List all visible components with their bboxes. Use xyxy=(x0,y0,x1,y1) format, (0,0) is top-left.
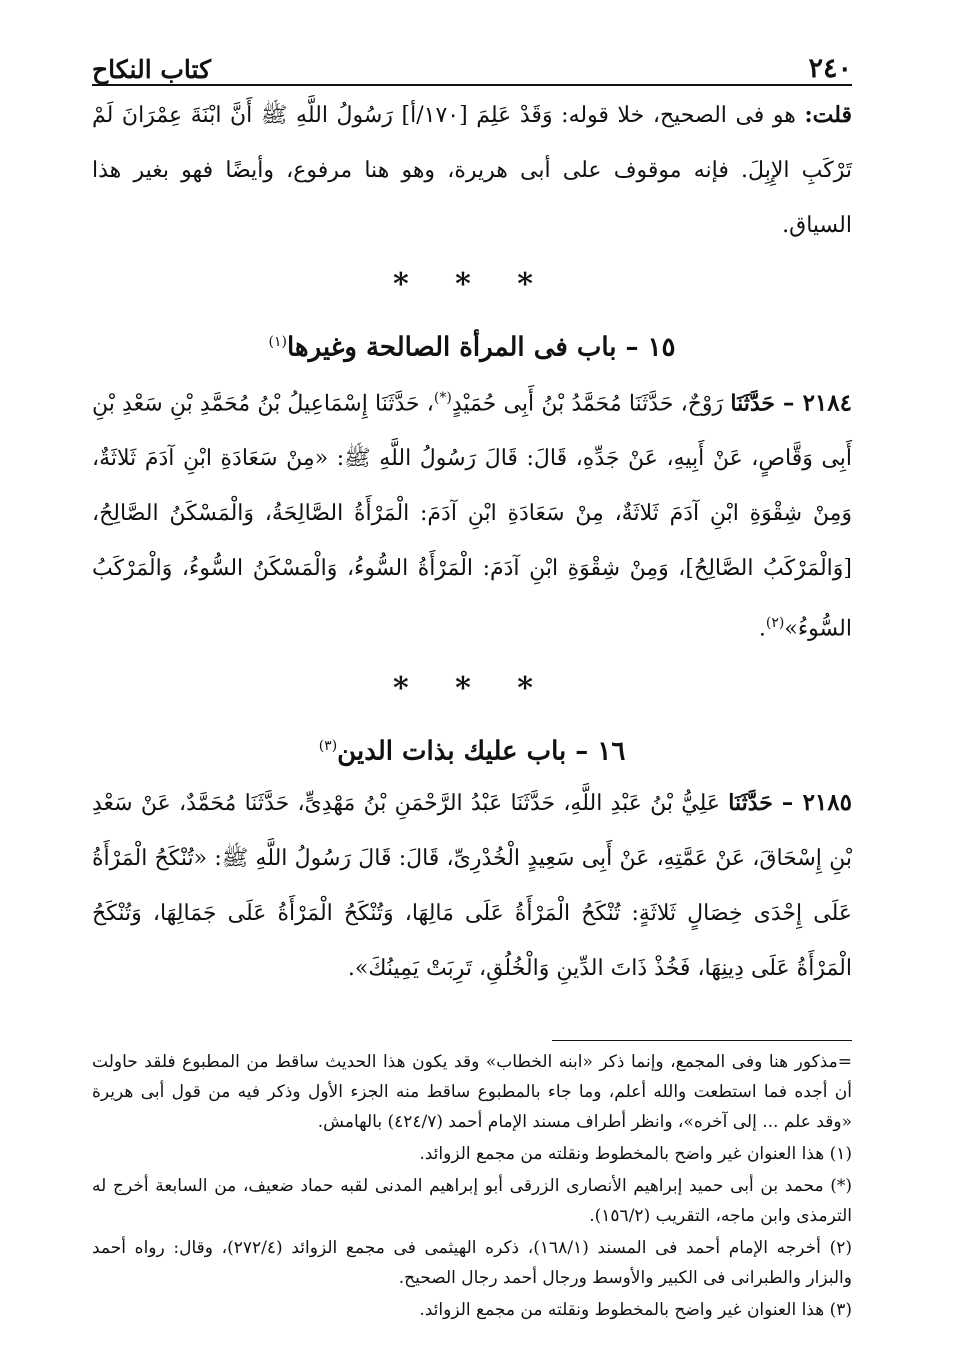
hadith-2185 xyxy=(92,775,852,996)
intro-text: هو فى الصحيح، خلا قوله: وَقَدْ عَلِمَ [١٧٠/أ] رَسُولُ اللَّهِ ﷺ أَنَّ ابْنَةَ عِمْرَانَ لَمْ تَرْكَبِ الإِبِلَ. فإنه موقوف على أبى هريرة، وهو هنا مرفوع، وأيضًا فهو بغير هذا السياق. xyxy=(92,103,852,238)
chapter-title: ١٦ – باب عليك بذات الدين xyxy=(337,736,626,767)
footnote-1: (١) هذا العنوان غير واضح بالمخطوط ونقلته من مجمع الزوائد. xyxy=(419,1143,852,1164)
section-separator: * * * xyxy=(393,670,551,706)
book-title: كتاب النكاح xyxy=(92,55,211,84)
hadith-lead: حَدَّثَنَا xyxy=(728,789,782,816)
footnote-ref: (*) xyxy=(433,390,452,406)
intro-lead: قلت: xyxy=(804,102,852,128)
hadith-text: عَلِيُّ بْنُ عَبْدِ اللَّهِ، حَدَّثَنَا عَبْدُ الرَّحْمَنِ بْنُ مَهْدِىٍّ، حَدَّثَنَا مُحَمَّدٌ، عَنْ سَعْدِ بْنِ إِسْحَاقَ، عَنْ عَمَّتِهِ، عَنْ أَبِى سَعِيدٍ الْخُدْرِىِّ، قَالَ: قَالَ رَسُولُ اللَّهِ ﷺ: «تُنْكَحُ الْمَرْأَةُ عَلَى إِحْدَى خِصَالٍ ثَلاثَةٍ: تُنْكَحُ الْمَرْأَةُ عَلَى مَالِهَا، وَتُنْكَحُ الْمَرْأَةُ عَلَى جَمَالِهَا، وَتُنْكَحُ الْمَرْأَةُ عَلَى دِينِهَا، فَخُذْ ذَاتَ الدِّينِ وَالْخُلُقِ، تَرِبَتْ يَمِينُكَ». xyxy=(92,790,852,981)
hadith-text: ، حَدَّثَنَا إِسْمَاعِيلُ بْنُ مُحَمَّدِ بْنِ سَعْدِ بْنِ أَبِى وَقَّاصٍ، عَنْ أَبِيهِ، عَنْ جَدِّهِ، قَالَ: قَالَ رَسُولُ اللَّهِ ﷺ: «مِنْ سَعَادَةِ ابْنِ آدَمَ ثَلاثَةٌ، وَمِنْ شِقْوَةِ ابْنِ آدَمَ ثَلاثَةٌ، مِنْ سَعَادَةِ ابْنِ آدَمَ: الْمَرْأَةُ الصَّالِحَةُ، وَالْمَسْكَنُ الصَّالِحُ، [وَالْمَرْكَبُ الصَّالِحُ]، وَمِنْ شِقْوَةِ ابْنِ آدَمَ: الْمَرْأَةُ السُّوءُ، وَالْمَسْكَنُ السُّوءُ، وَالْمَرْكَبُ السُّوءُ» xyxy=(92,391,852,642)
hadith-number: ٢١٨٥ – xyxy=(781,788,852,816)
footnote-divider xyxy=(552,1040,852,1041)
section-separator: * * * xyxy=(393,267,551,302)
hadith-text: رَوْحٌ، حَدَّثَنَا مُحَمَّدُ بْنُ أَبِى حُمَيْدٍ xyxy=(451,391,731,417)
footnote-ref: (١) xyxy=(268,334,287,350)
book-page xyxy=(92,40,852,1327)
footnote-star: (*) محمد بن أبى حميد إبراهيم الأنصارى الزرقى أبو إبراهيم المدنى لقبه حماد ضعيف، من السابعة أخرج له الترمذى وابن ماجه، التقريب (١٥٦/٢). xyxy=(92,1175,852,1226)
running-head xyxy=(92,40,852,86)
page-number: ٢٤٠ xyxy=(808,53,852,84)
chapter-heading-16 xyxy=(92,717,852,775)
footnote-ref: (٣) xyxy=(318,737,338,754)
hadith-2184 xyxy=(92,371,852,657)
footnote-2: (٢) أخرجه الإمام أحمد فى المسند (١٦٨/١)، ذكره الهيثمى فى مجمع الزوائد (٢٧٢/٤)، وقال: رواه أحمد والبزار والطبرانى فى الكبير والأوسط ورجال أحمد رجال الصحيح. xyxy=(92,1237,852,1288)
intro-paragraph xyxy=(92,88,852,253)
hadith-end: . xyxy=(758,616,766,642)
footnote-3: (٣) هذا العنوان غير واضح بالمخطوط ونقلته من مجمع الزوائد. xyxy=(419,1299,852,1320)
footnote-continuation: =مذكور هنا وفى المجمع، وإنما ذكر «ابنه الخطاب» وقد يكون هذا الحديث ساقط من المطبوع فلقد حاولت أن أجده فما استطعت والله أعلم، وما جاء بالمطبوع ساقط منه الجزء الأول وذكر فيه من قول أبى هريرة «وقد علم ... إلى آخره»، وانظر أطراف مسند الإمام أحمد (٤٢٤/٧) بالهامش. xyxy=(92,1051,852,1132)
chapter-heading-15 xyxy=(92,313,852,371)
chapter-title: ١٥ – باب فى المرأة الصالحة وغيرها xyxy=(286,332,676,363)
footnotes xyxy=(92,1047,852,1325)
footnote-ref: (٢) xyxy=(765,615,785,632)
hadith-lead: حَدَّثَنَا xyxy=(730,390,783,417)
hadith-number: ٢١٨٤ – xyxy=(782,389,852,417)
